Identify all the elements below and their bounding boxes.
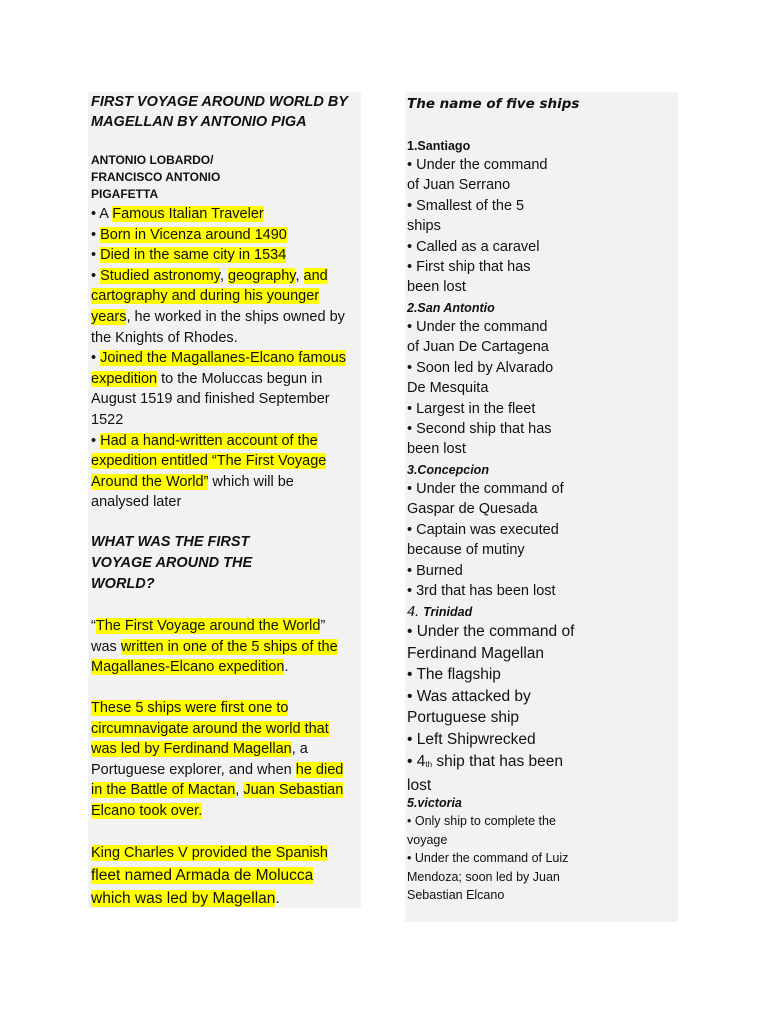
bullet-famous-traveler: • A Famous Italian Traveler xyxy=(91,206,264,222)
ship-details xyxy=(407,155,547,298)
ship-line: • Smallest of the 5 xyxy=(407,197,525,214)
paragraph-king-charles xyxy=(91,843,328,864)
ship-details xyxy=(407,812,568,905)
bullet-joined-line: expedition to the Moluccas begun in xyxy=(91,370,323,387)
ship-line: • Left Shipwrecked xyxy=(407,730,536,748)
bullet-studied: • Studied astronomy, geography, and xyxy=(91,267,328,284)
para-line: Magallanes-Elcano expedition. xyxy=(91,659,289,676)
ship-line: Sebastian Elcano xyxy=(407,888,505,902)
bio-bullets xyxy=(91,204,346,513)
ship-line: • The flagship xyxy=(407,666,501,684)
ship-line: Gaspar de Quesada xyxy=(407,501,538,518)
ships-heading: The name of five ships xyxy=(407,96,580,112)
title-line: MAGELLAN BY ANTONIO PIGA xyxy=(91,114,307,130)
ship-line: • $4_{th}$ ship that has been xyxy=(407,752,564,770)
ship-line: • Largest in the fleet xyxy=(407,400,536,417)
para-line: These 5 ships were first one to xyxy=(91,700,289,716)
ship-victoria xyxy=(407,794,568,905)
ship-line: because of mutiny xyxy=(407,542,525,559)
ship-name: 3.Concepcion xyxy=(407,463,489,477)
paragraph-king-charles-large xyxy=(91,864,313,910)
ship-santiago xyxy=(407,137,547,298)
ship-name: 4. Trinidad xyxy=(407,604,473,620)
ship-line: • Only ship to complete the xyxy=(407,814,556,828)
para-line: King Charles V provided the Spanish xyxy=(91,845,328,861)
ship-name: 1.Santiago xyxy=(407,139,471,153)
ship-line: • Called as a caravel xyxy=(407,238,540,255)
ship-details xyxy=(407,621,574,797)
ship-name: 5.victoria xyxy=(407,796,462,810)
ship-line: • Second ship that has xyxy=(407,421,552,438)
para-line: which was led by Magellan. xyxy=(91,890,280,907)
ship-line: • Captain was executed xyxy=(407,521,559,538)
bullet-joined-line: 1522 xyxy=(91,411,124,428)
para-line: in the Battle of Mactan, Juan Sebastian xyxy=(91,782,344,799)
bullet-account: • Had a hand-written account of the xyxy=(91,432,318,449)
bullet-died: • Died in the same city in 1534 xyxy=(91,247,287,264)
ship-line: of Juan Serrano xyxy=(407,177,511,194)
ship-details xyxy=(407,479,564,601)
ship-line: • Was attacked by xyxy=(407,687,531,705)
ship-trinidad xyxy=(407,603,574,797)
ship-line: ships xyxy=(407,218,441,235)
question-heading xyxy=(91,532,252,595)
bullet-born: • Born in Vicenza around 1490 xyxy=(91,226,287,243)
para-line: was led by Ferdinand Magellan, a xyxy=(91,741,308,758)
ship-san-antonio xyxy=(407,299,553,460)
ship-line: lost xyxy=(407,777,432,795)
para-line: “The First Voyage around the World” xyxy=(91,618,326,634)
ship-details xyxy=(407,317,553,460)
ship-line: • Under the command xyxy=(407,319,548,335)
bullet-studied-line: years, he worked in the ships owned by xyxy=(91,308,345,325)
bullet-account-line: expedition entitled “The First Voyage xyxy=(91,453,327,470)
paragraph-five-ships xyxy=(91,698,343,822)
question-line: VOYAGE AROUND THE xyxy=(91,555,253,571)
ship-line: of Juan De Cartagena xyxy=(407,339,549,356)
ship-line: De Mesquita xyxy=(407,380,489,397)
ship-line: • Under the command of xyxy=(407,623,575,640)
ship-line: • First ship that has xyxy=(407,259,531,276)
ship-name: 2.San Antontio xyxy=(407,301,495,315)
ship-line: Ferdinand Magellan xyxy=(407,644,545,662)
para-line: Portuguese explorer, and when he died xyxy=(91,761,344,778)
ship-line: voyage xyxy=(407,832,448,847)
bullet-studied-line: the Knights of Rhodes. xyxy=(91,329,238,346)
bullet-studied-line: cartography and during his younger xyxy=(91,288,320,305)
author-names xyxy=(91,152,220,203)
ship-concepcion xyxy=(407,461,564,601)
ship-line: • Burned xyxy=(407,562,463,579)
paragraph-first-voyage xyxy=(91,616,338,678)
para-line: circumnavigate around the world that xyxy=(91,720,329,737)
name-line: FRANCISCO ANTONIO xyxy=(91,170,221,184)
para-line: Elcano took over. xyxy=(91,802,203,819)
para-line: fleet named Armada de Molucca xyxy=(91,867,314,884)
question-line: WHAT WAS THE FIRST xyxy=(91,534,250,550)
ship-line: • 3rd that has been lost xyxy=(407,583,556,600)
bullet-joined: • Joined the Magallanes-Elcano famous xyxy=(91,350,346,367)
name-line: ANTONIO LOBARDO/ xyxy=(91,153,214,167)
ship-line: • Under the command xyxy=(407,157,548,173)
question-line: WORLD? xyxy=(91,576,155,592)
document-title xyxy=(91,92,348,132)
ship-line: • Under the command of Luiz xyxy=(407,851,569,865)
ship-line: Mendoza; soon led by Juan xyxy=(407,869,560,884)
ship-line: • Under the command of xyxy=(407,481,564,497)
para-line: was written in one of the 5 ships of the xyxy=(91,638,338,655)
ship-line: been lost xyxy=(407,279,466,296)
ship-line: • Soon led by Alvarado xyxy=(407,359,554,376)
ship-line: been lost xyxy=(407,441,466,458)
name-line: PIGAFETTA xyxy=(91,187,159,201)
bullet-account-line: analysed later xyxy=(91,494,182,511)
bullet-account-line: Around the World” which will be xyxy=(91,473,294,490)
bullet-joined-line: August 1519 and finished September xyxy=(91,391,330,408)
title-line: FIRST VOYAGE AROUND WORLD BY xyxy=(91,94,348,110)
ship-line: Portuguese ship xyxy=(407,709,520,727)
